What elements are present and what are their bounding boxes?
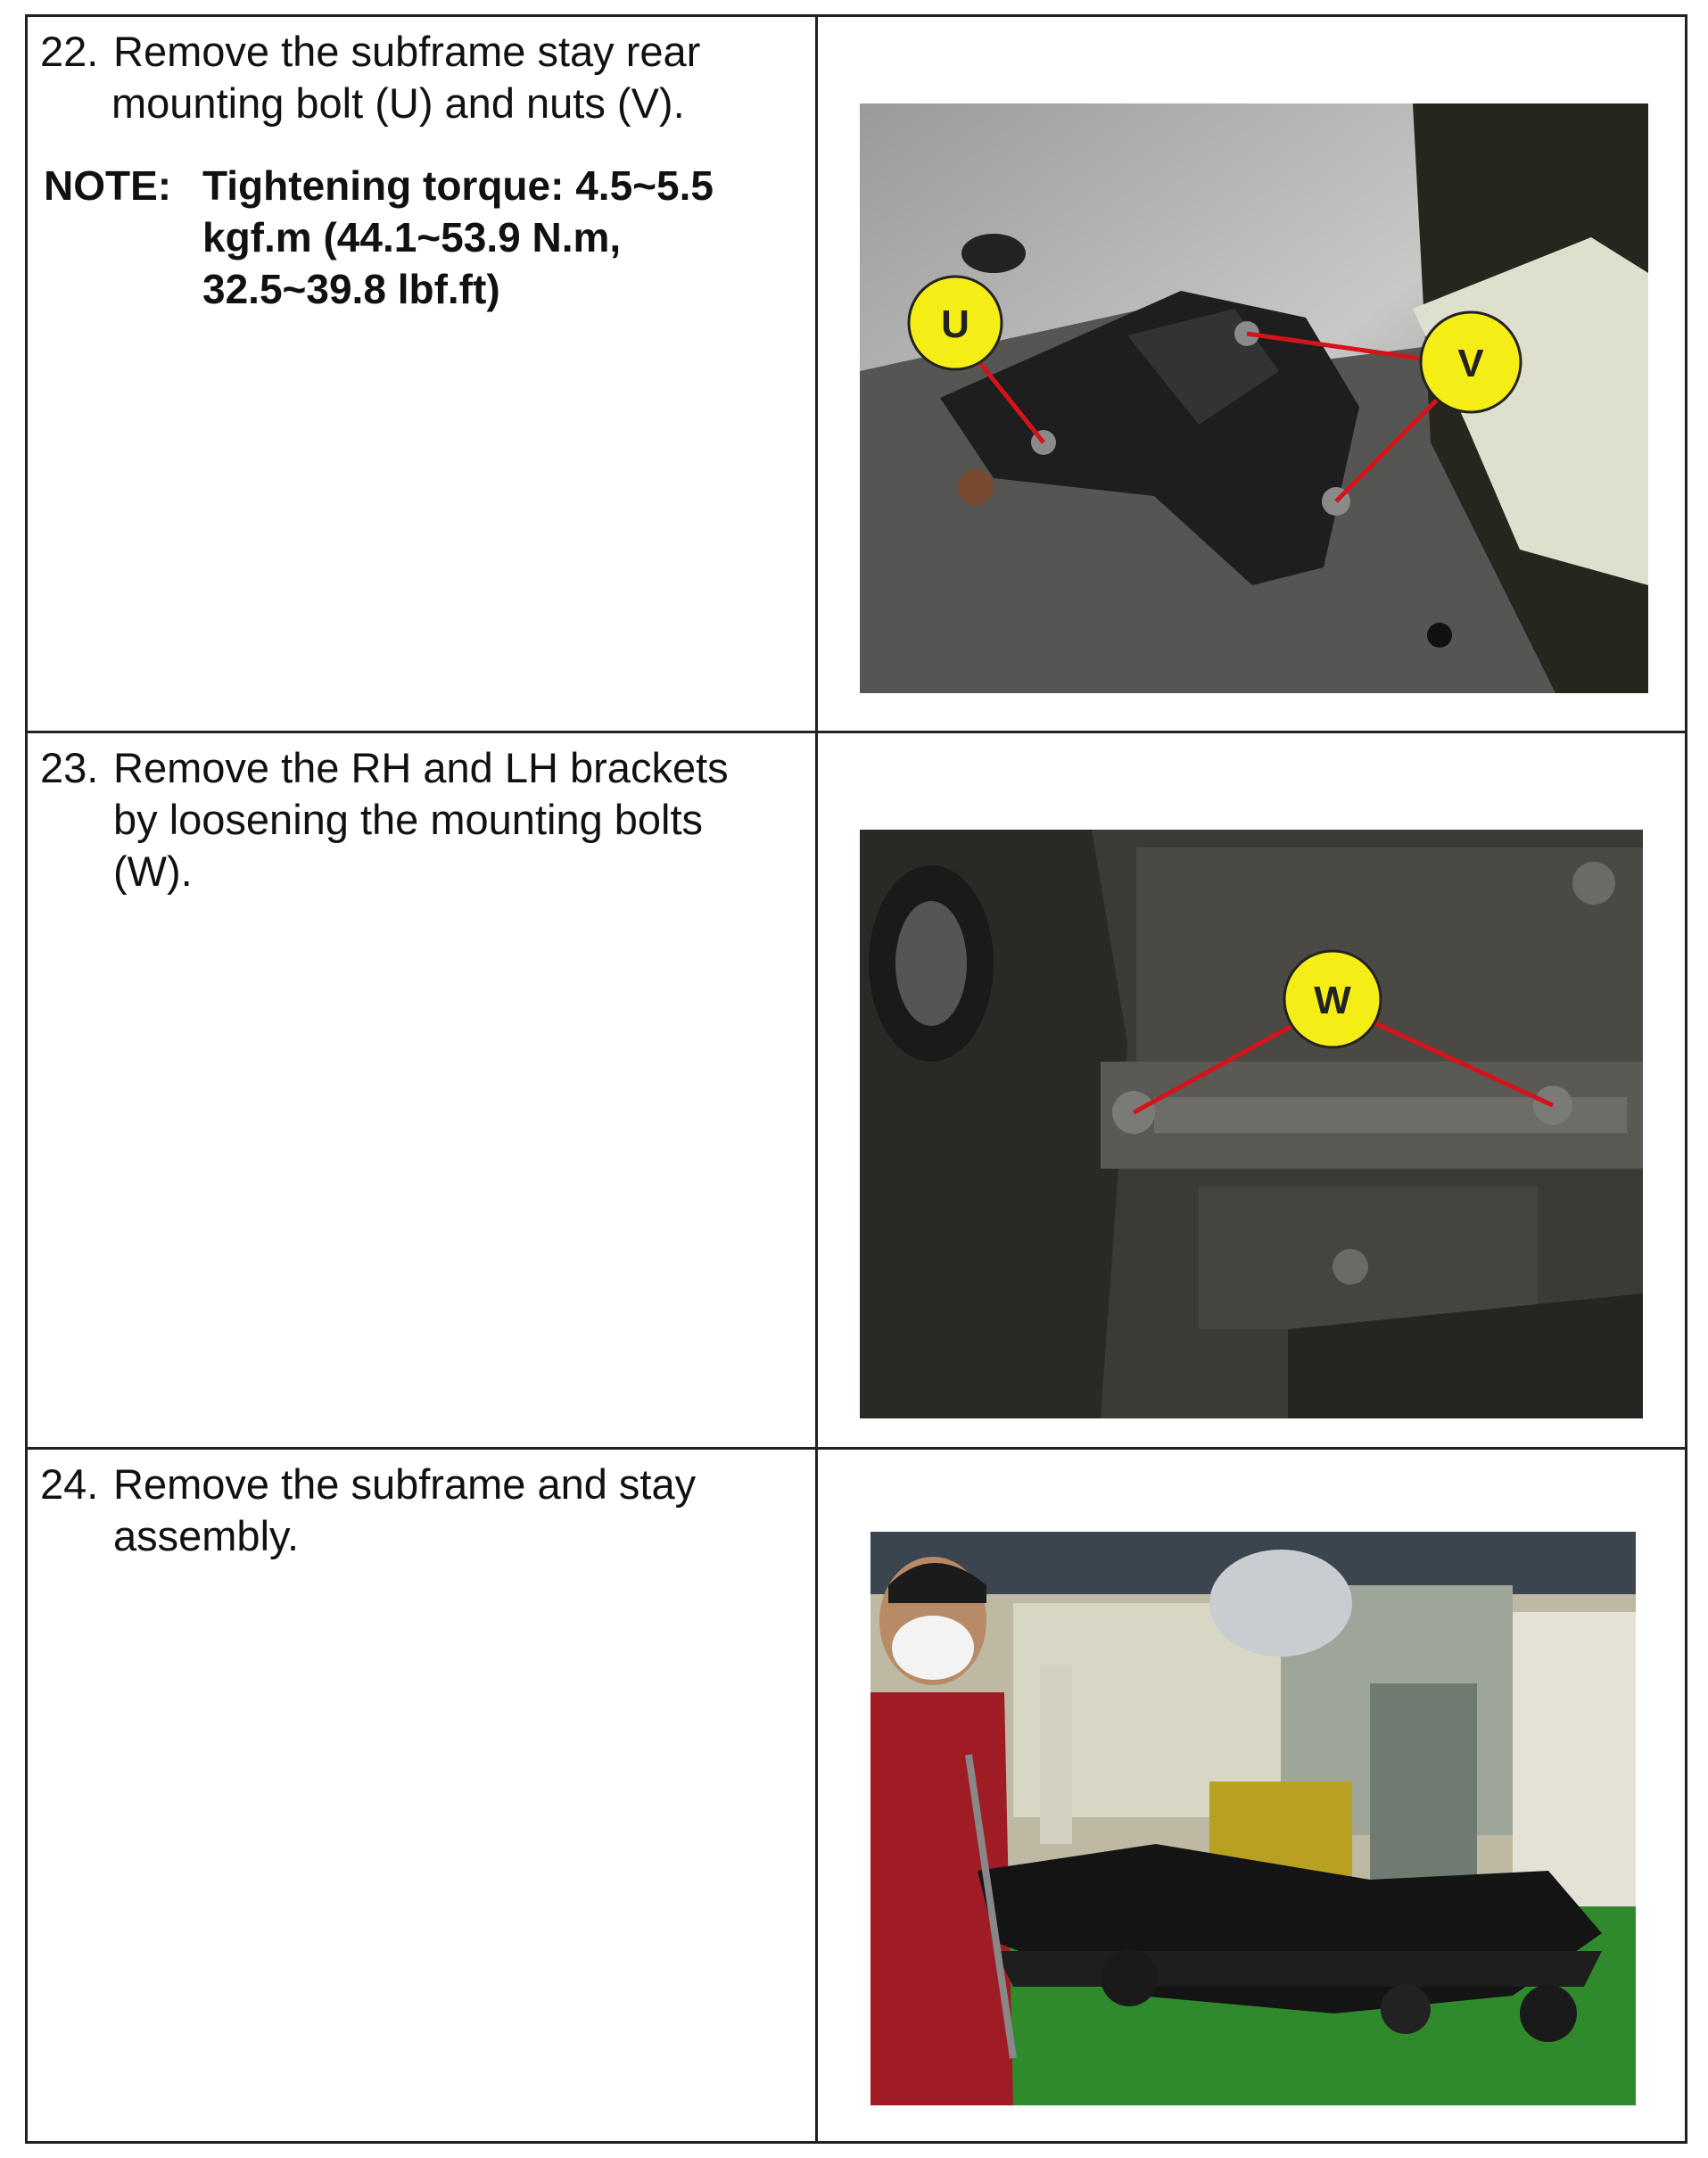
note-text (202, 160, 791, 315)
callout-u-label: U (941, 302, 970, 346)
step-photo-cell (818, 17, 1685, 731)
subframe-stay-image (860, 103, 1648, 693)
step-text-cell (28, 733, 818, 1447)
subframe-stay-photo (860, 103, 1648, 693)
step-row-24 (28, 1447, 1685, 2141)
step-instruction (113, 26, 809, 129)
callout-w-label: W (1314, 979, 1351, 1022)
instruction-line: (W). (113, 847, 193, 895)
note-line: Tightening torque: 4.5~5.5 (202, 162, 714, 209)
step-text-cell (28, 1450, 818, 2141)
instruction-line: Remove the RH and LH brackets (113, 744, 729, 791)
step-instruction (113, 742, 809, 897)
bracket-bolts-image (860, 830, 1643, 1418)
instruction-line: by loosening the mounting bolts (113, 796, 704, 843)
note-line: kgf.m (44.1~53.9 N.m, (202, 214, 622, 260)
step-number: 24. (40, 1460, 99, 1508)
step-instruction (113, 1459, 809, 1562)
instruction-line: Remove the subframe stay rear (113, 28, 701, 75)
bracket-bolts-photo (860, 830, 1643, 1418)
step-photo-cell (818, 1450, 1685, 2141)
subframe-removal-photo (871, 1532, 1636, 2105)
subframe-removal-image (871, 1532, 1636, 2105)
instruction-line: assembly. (113, 1512, 300, 1559)
instruction-line: mounting bolt (U) and nuts (V). (111, 79, 685, 127)
step-number: 22. (40, 28, 99, 75)
step-photo-cell (818, 733, 1685, 1447)
procedure-table (25, 14, 1687, 2144)
note-label: NOTE: (44, 162, 172, 209)
note-line: 32.5~39.8 lbf.ft) (202, 266, 500, 312)
callout-v-label: V (1457, 342, 1484, 385)
step-row-23 (28, 731, 1685, 1447)
step-text-cell (28, 17, 818, 731)
instruction-line: Remove the subframe and stay (113, 1460, 697, 1508)
step-number: 23. (40, 744, 99, 791)
step-row-22 (28, 17, 1685, 731)
